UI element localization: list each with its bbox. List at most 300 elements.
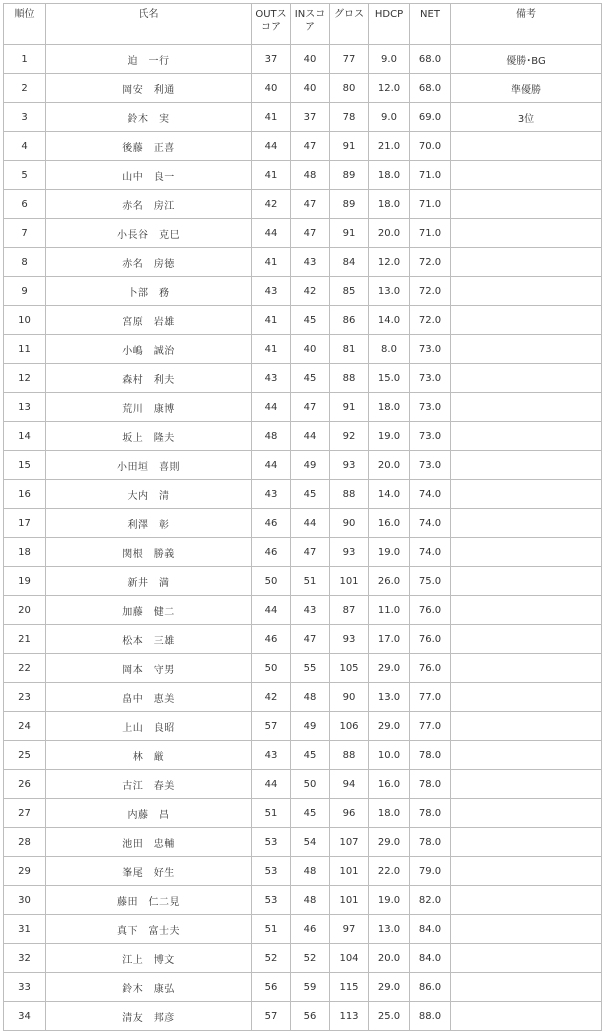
in-score-cell: 45 <box>291 364 330 393</box>
net-cell: 84.0 <box>410 915 451 944</box>
in-score-cell: 47 <box>291 538 330 567</box>
hdcp-cell: 26.0 <box>369 567 410 596</box>
name-cell: 利澤 彰 <box>46 509 252 538</box>
net-cell: 76.0 <box>410 654 451 683</box>
note-cell: 優勝･BG <box>451 45 602 74</box>
gross-cell: 78 <box>330 103 369 132</box>
net-cell: 68.0 <box>410 74 451 103</box>
out-score-cell: 43 <box>252 480 291 509</box>
net-cell: 70.0 <box>410 132 451 161</box>
note-cell <box>451 828 602 857</box>
name-cell: 山中 良一 <box>46 161 252 190</box>
rank-cell: 29 <box>4 857 46 886</box>
header-note: 備考 <box>451 4 602 45</box>
note-cell <box>451 306 602 335</box>
note-cell <box>451 944 602 973</box>
hdcp-cell: 15.0 <box>369 364 410 393</box>
note-cell <box>451 538 602 567</box>
out-score-cell: 44 <box>252 770 291 799</box>
net-cell: 72.0 <box>410 248 451 277</box>
in-score-cell: 40 <box>291 74 330 103</box>
out-score-cell: 50 <box>252 567 291 596</box>
table-row <box>4 393 602 422</box>
gross-cell: 106 <box>330 712 369 741</box>
note-cell <box>451 741 602 770</box>
note-cell <box>451 364 602 393</box>
out-score-cell: 53 <box>252 886 291 915</box>
name-cell: 加藤 健二 <box>46 596 252 625</box>
hdcp-cell: 18.0 <box>369 190 410 219</box>
in-score-cell: 40 <box>291 335 330 364</box>
rank-cell: 32 <box>4 944 46 973</box>
hdcp-cell: 19.0 <box>369 538 410 567</box>
gross-cell: 90 <box>330 683 369 712</box>
in-score-cell: 55 <box>291 654 330 683</box>
hdcp-cell: 14.0 <box>369 480 410 509</box>
hdcp-cell: 29.0 <box>369 654 410 683</box>
rank-cell: 30 <box>4 886 46 915</box>
rank-cell: 3 <box>4 103 46 132</box>
name-cell: 赤名 房徳 <box>46 248 252 277</box>
table-row <box>4 364 602 393</box>
table-row <box>4 741 602 770</box>
note-cell <box>451 683 602 712</box>
hdcp-cell: 16.0 <box>369 509 410 538</box>
table-body <box>4 45 602 1031</box>
name-cell: 後藤 正喜 <box>46 132 252 161</box>
rank-cell: 34 <box>4 1002 46 1031</box>
gross-cell: 97 <box>330 915 369 944</box>
hdcp-cell: 25.0 <box>369 1002 410 1031</box>
name-cell: 森村 利夫 <box>46 364 252 393</box>
rank-cell: 13 <box>4 393 46 422</box>
gross-cell: 101 <box>330 567 369 596</box>
hdcp-cell: 20.0 <box>369 451 410 480</box>
in-score-cell: 43 <box>291 596 330 625</box>
gross-cell: 77 <box>330 45 369 74</box>
table-row <box>4 625 602 654</box>
table-row <box>4 915 602 944</box>
gross-cell: 91 <box>330 132 369 161</box>
net-cell: 71.0 <box>410 219 451 248</box>
note-cell <box>451 248 602 277</box>
in-score-cell: 49 <box>291 712 330 741</box>
name-cell: 上山 良昭 <box>46 712 252 741</box>
in-score-cell: 40 <box>291 45 330 74</box>
name-cell: 峯尾 好生 <box>46 857 252 886</box>
name-cell: 松本 三雄 <box>46 625 252 654</box>
note-cell <box>451 1002 602 1031</box>
name-cell: 迫 一行 <box>46 45 252 74</box>
header-rank: 順位 <box>4 4 46 45</box>
table-row <box>4 770 602 799</box>
gross-cell: 86 <box>330 306 369 335</box>
in-score-cell: 50 <box>291 770 330 799</box>
header-out-score: OUTスコア <box>252 4 291 45</box>
net-cell: 76.0 <box>410 596 451 625</box>
table-row <box>4 306 602 335</box>
in-score-cell: 47 <box>291 393 330 422</box>
table-row <box>4 654 602 683</box>
in-score-cell: 46 <box>291 915 330 944</box>
name-cell: 新井 満 <box>46 567 252 596</box>
rank-cell: 9 <box>4 277 46 306</box>
gross-cell: 81 <box>330 335 369 364</box>
hdcp-cell: 18.0 <box>369 393 410 422</box>
note-cell <box>451 712 602 741</box>
table-row <box>4 45 602 74</box>
gross-cell: 115 <box>330 973 369 1002</box>
header-net: NET <box>410 4 451 45</box>
rank-cell: 19 <box>4 567 46 596</box>
note-cell <box>451 654 602 683</box>
in-score-cell: 48 <box>291 857 330 886</box>
name-cell: 真下 富士夫 <box>46 915 252 944</box>
hdcp-cell: 12.0 <box>369 74 410 103</box>
in-score-cell: 56 <box>291 1002 330 1031</box>
gross-cell: 96 <box>330 799 369 828</box>
note-cell <box>451 886 602 915</box>
name-cell: 江上 博文 <box>46 944 252 973</box>
out-score-cell: 42 <box>252 683 291 712</box>
note-cell <box>451 219 602 248</box>
rank-cell: 6 <box>4 190 46 219</box>
rank-cell: 33 <box>4 973 46 1002</box>
name-cell: 卜部 務 <box>46 277 252 306</box>
net-cell: 76.0 <box>410 625 451 654</box>
rank-cell: 21 <box>4 625 46 654</box>
in-score-cell: 51 <box>291 567 330 596</box>
name-cell: 関根 勝義 <box>46 538 252 567</box>
in-score-cell: 49 <box>291 451 330 480</box>
net-cell: 71.0 <box>410 161 451 190</box>
hdcp-cell: 11.0 <box>369 596 410 625</box>
in-score-cell: 48 <box>291 683 330 712</box>
net-cell: 88.0 <box>410 1002 451 1031</box>
table-row <box>4 103 602 132</box>
name-cell: 古江 春美 <box>46 770 252 799</box>
rank-cell: 26 <box>4 770 46 799</box>
out-score-cell: 57 <box>252 712 291 741</box>
hdcp-cell: 29.0 <box>369 828 410 857</box>
rank-cell: 22 <box>4 654 46 683</box>
rank-cell: 2 <box>4 74 46 103</box>
in-score-cell: 52 <box>291 944 330 973</box>
gross-cell: 107 <box>330 828 369 857</box>
in-score-cell: 45 <box>291 480 330 509</box>
table-row <box>4 277 602 306</box>
rank-cell: 11 <box>4 335 46 364</box>
out-score-cell: 40 <box>252 74 291 103</box>
table-row <box>4 567 602 596</box>
in-score-cell: 45 <box>291 741 330 770</box>
table-row <box>4 886 602 915</box>
net-cell: 78.0 <box>410 799 451 828</box>
note-cell: 準優勝 <box>451 74 602 103</box>
net-cell: 72.0 <box>410 277 451 306</box>
gross-cell: 88 <box>330 480 369 509</box>
out-score-cell: 53 <box>252 828 291 857</box>
gross-cell: 94 <box>330 770 369 799</box>
hdcp-cell: 17.0 <box>369 625 410 654</box>
note-cell <box>451 451 602 480</box>
note-cell <box>451 567 602 596</box>
gross-cell: 92 <box>330 422 369 451</box>
rank-cell: 27 <box>4 799 46 828</box>
gross-cell: 84 <box>330 248 369 277</box>
gross-cell: 105 <box>330 654 369 683</box>
hdcp-cell: 18.0 <box>369 799 410 828</box>
note-cell <box>451 393 602 422</box>
out-score-cell: 43 <box>252 364 291 393</box>
gross-cell: 93 <box>330 538 369 567</box>
out-score-cell: 46 <box>252 538 291 567</box>
rank-cell: 5 <box>4 161 46 190</box>
gross-cell: 93 <box>330 625 369 654</box>
rank-cell: 15 <box>4 451 46 480</box>
note-cell: 3位 <box>451 103 602 132</box>
note-cell <box>451 335 602 364</box>
hdcp-cell: 9.0 <box>369 45 410 74</box>
results-table <box>3 3 602 1031</box>
in-score-cell: 47 <box>291 219 330 248</box>
note-cell <box>451 915 602 944</box>
net-cell: 73.0 <box>410 364 451 393</box>
hdcp-cell: 20.0 <box>369 219 410 248</box>
hdcp-cell: 29.0 <box>369 973 410 1002</box>
note-cell <box>451 509 602 538</box>
net-cell: 78.0 <box>410 770 451 799</box>
hdcp-cell: 19.0 <box>369 886 410 915</box>
table-row <box>4 596 602 625</box>
in-score-cell: 44 <box>291 422 330 451</box>
table-row <box>4 944 602 973</box>
table-row <box>4 480 602 509</box>
in-score-cell: 44 <box>291 509 330 538</box>
out-score-cell: 41 <box>252 248 291 277</box>
name-cell: 小長谷 克巳 <box>46 219 252 248</box>
in-score-cell: 42 <box>291 277 330 306</box>
out-score-cell: 43 <box>252 741 291 770</box>
table-row <box>4 248 602 277</box>
gross-cell: 113 <box>330 1002 369 1031</box>
hdcp-cell: 12.0 <box>369 248 410 277</box>
table-row <box>4 683 602 712</box>
name-cell: 小嶋 誠治 <box>46 335 252 364</box>
gross-cell: 101 <box>330 886 369 915</box>
hdcp-cell: 21.0 <box>369 132 410 161</box>
rank-cell: 10 <box>4 306 46 335</box>
rank-cell: 4 <box>4 132 46 161</box>
rank-cell: 1 <box>4 45 46 74</box>
header-in-score: INスコア <box>291 4 330 45</box>
net-cell: 79.0 <box>410 857 451 886</box>
gross-cell: 85 <box>330 277 369 306</box>
note-cell <box>451 973 602 1002</box>
rank-cell: 31 <box>4 915 46 944</box>
name-cell: 大内 清 <box>46 480 252 509</box>
in-score-cell: 47 <box>291 190 330 219</box>
net-cell: 73.0 <box>410 393 451 422</box>
rank-cell: 8 <box>4 248 46 277</box>
hdcp-cell: 22.0 <box>369 857 410 886</box>
hdcp-cell: 29.0 <box>369 712 410 741</box>
in-score-cell: 47 <box>291 132 330 161</box>
hdcp-cell: 10.0 <box>369 741 410 770</box>
net-cell: 68.0 <box>410 45 451 74</box>
table-row <box>4 973 602 1002</box>
table-row <box>4 132 602 161</box>
net-cell: 73.0 <box>410 451 451 480</box>
net-cell: 74.0 <box>410 509 451 538</box>
net-cell: 73.0 <box>410 422 451 451</box>
table-row <box>4 712 602 741</box>
out-score-cell: 51 <box>252 915 291 944</box>
net-cell: 84.0 <box>410 944 451 973</box>
rank-cell: 7 <box>4 219 46 248</box>
in-score-cell: 48 <box>291 886 330 915</box>
rank-cell: 24 <box>4 712 46 741</box>
in-score-cell: 48 <box>291 161 330 190</box>
table-row <box>4 422 602 451</box>
gross-cell: 91 <box>330 393 369 422</box>
out-score-cell: 41 <box>252 161 291 190</box>
rank-cell: 14 <box>4 422 46 451</box>
note-cell <box>451 132 602 161</box>
hdcp-cell: 20.0 <box>369 944 410 973</box>
header-hdcp: HDCP <box>369 4 410 45</box>
name-cell: 鈴木 康弘 <box>46 973 252 1002</box>
gross-cell: 88 <box>330 741 369 770</box>
rank-cell: 12 <box>4 364 46 393</box>
name-cell: 林 厳 <box>46 741 252 770</box>
net-cell: 82.0 <box>410 886 451 915</box>
in-score-cell: 54 <box>291 828 330 857</box>
in-score-cell: 43 <box>291 248 330 277</box>
out-score-cell: 43 <box>252 277 291 306</box>
gross-cell: 91 <box>330 219 369 248</box>
name-cell: 清友 邦彦 <box>46 1002 252 1031</box>
name-cell: 内藤 昌 <box>46 799 252 828</box>
header-gross: グロス <box>330 4 369 45</box>
table-row <box>4 335 602 364</box>
note-cell <box>451 277 602 306</box>
name-cell: 鈴木 実 <box>46 103 252 132</box>
out-score-cell: 51 <box>252 799 291 828</box>
in-score-cell: 45 <box>291 799 330 828</box>
gross-cell: 89 <box>330 161 369 190</box>
out-score-cell: 56 <box>252 973 291 1002</box>
table-row <box>4 509 602 538</box>
in-score-cell: 45 <box>291 306 330 335</box>
rank-cell: 18 <box>4 538 46 567</box>
table-header-row <box>4 4 602 45</box>
out-score-cell: 57 <box>252 1002 291 1031</box>
out-score-cell: 44 <box>252 451 291 480</box>
header-name: 氏名 <box>46 4 252 45</box>
gross-cell: 90 <box>330 509 369 538</box>
gross-cell: 80 <box>330 74 369 103</box>
hdcp-cell: 13.0 <box>369 683 410 712</box>
hdcp-cell: 14.0 <box>369 306 410 335</box>
note-cell <box>451 422 602 451</box>
gross-cell: 89 <box>330 190 369 219</box>
hdcp-cell: 19.0 <box>369 422 410 451</box>
net-cell: 73.0 <box>410 335 451 364</box>
note-cell <box>451 799 602 828</box>
name-cell: 藤田 仁二見 <box>46 886 252 915</box>
net-cell: 72.0 <box>410 306 451 335</box>
hdcp-cell: 13.0 <box>369 915 410 944</box>
table-row <box>4 857 602 886</box>
out-score-cell: 52 <box>252 944 291 973</box>
table-row <box>4 190 602 219</box>
table-row <box>4 799 602 828</box>
table-row <box>4 451 602 480</box>
out-score-cell: 37 <box>252 45 291 74</box>
out-score-cell: 42 <box>252 190 291 219</box>
rank-cell: 25 <box>4 741 46 770</box>
note-cell <box>451 161 602 190</box>
out-score-cell: 44 <box>252 132 291 161</box>
hdcp-cell: 8.0 <box>369 335 410 364</box>
note-cell <box>451 480 602 509</box>
out-score-cell: 44 <box>252 596 291 625</box>
name-cell: 宮原 岩雄 <box>46 306 252 335</box>
gross-cell: 101 <box>330 857 369 886</box>
table-row <box>4 74 602 103</box>
net-cell: 77.0 <box>410 683 451 712</box>
rank-cell: 17 <box>4 509 46 538</box>
name-cell: 小田垣 喜則 <box>46 451 252 480</box>
net-cell: 77.0 <box>410 712 451 741</box>
gross-cell: 93 <box>330 451 369 480</box>
net-cell: 74.0 <box>410 538 451 567</box>
gross-cell: 104 <box>330 944 369 973</box>
out-score-cell: 41 <box>252 103 291 132</box>
net-cell: 86.0 <box>410 973 451 1002</box>
in-score-cell: 59 <box>291 973 330 1002</box>
table-row <box>4 828 602 857</box>
rank-cell: 28 <box>4 828 46 857</box>
name-cell: 岡安 利通 <box>46 74 252 103</box>
out-score-cell: 48 <box>252 422 291 451</box>
table-row <box>4 219 602 248</box>
name-cell: 岡本 守男 <box>46 654 252 683</box>
name-cell: 荒川 康博 <box>46 393 252 422</box>
net-cell: 78.0 <box>410 828 451 857</box>
name-cell: 赤名 房江 <box>46 190 252 219</box>
table-row <box>4 538 602 567</box>
rank-cell: 20 <box>4 596 46 625</box>
out-score-cell: 44 <box>252 393 291 422</box>
note-cell <box>451 770 602 799</box>
out-score-cell: 50 <box>252 654 291 683</box>
out-score-cell: 44 <box>252 219 291 248</box>
hdcp-cell: 13.0 <box>369 277 410 306</box>
note-cell <box>451 857 602 886</box>
name-cell: 坂上 隆夫 <box>46 422 252 451</box>
out-score-cell: 46 <box>252 625 291 654</box>
name-cell: 畠中 恵美 <box>46 683 252 712</box>
rank-cell: 16 <box>4 480 46 509</box>
out-score-cell: 41 <box>252 335 291 364</box>
net-cell: 71.0 <box>410 190 451 219</box>
net-cell: 69.0 <box>410 103 451 132</box>
gross-cell: 88 <box>330 364 369 393</box>
table-row <box>4 161 602 190</box>
name-cell: 池田 忠輔 <box>46 828 252 857</box>
